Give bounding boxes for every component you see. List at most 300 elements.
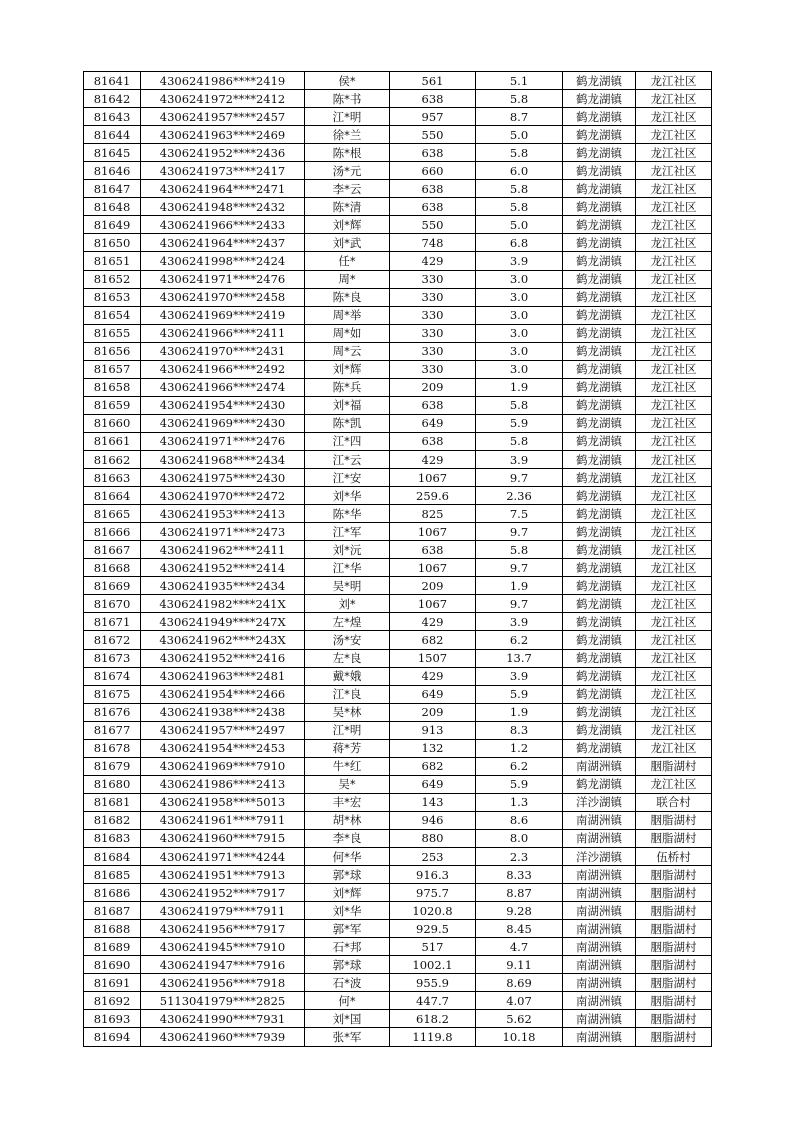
area-cell: 5.8 [476, 144, 563, 162]
area-cell: 5.9 [476, 775, 563, 793]
amount-cell: 649 [390, 414, 476, 432]
amount-cell: 618.2 [390, 1010, 476, 1028]
village-cell: 胭脂湖村 [636, 902, 712, 920]
table-row [84, 1028, 712, 1046]
person-name-cell: 陈*良 [305, 288, 390, 306]
amount-cell: 975.7 [390, 884, 476, 902]
town-cell: 鹤龙湖镇 [563, 288, 636, 306]
village-cell: 龙江社区 [636, 432, 712, 450]
amount-cell: 1067 [390, 469, 476, 487]
serial-number-cell: 81649 [84, 216, 141, 234]
town-cell: 鹤龙湖镇 [563, 631, 636, 649]
village-cell: 龙江社区 [636, 324, 712, 342]
serial-number-cell: 81692 [84, 992, 141, 1010]
town-cell: 鹤龙湖镇 [563, 739, 636, 757]
id-number-cell: 4306241952****2436 [141, 144, 305, 162]
village-cell: 龙江社区 [636, 108, 712, 126]
area-cell: 3.9 [476, 252, 563, 270]
serial-number-cell: 81654 [84, 306, 141, 324]
serial-number-cell: 81678 [84, 739, 141, 757]
area-cell: 8.6 [476, 811, 563, 829]
id-number-cell: 4306241954****2453 [141, 739, 305, 757]
table-row [84, 342, 712, 360]
table-row [84, 324, 712, 342]
town-cell: 鹤龙湖镇 [563, 667, 636, 685]
village-cell: 龙江社区 [636, 252, 712, 270]
serial-number-cell: 81680 [84, 775, 141, 793]
amount-cell: 1067 [390, 559, 476, 577]
town-cell: 鹤龙湖镇 [563, 505, 636, 523]
amount-cell: 209 [390, 577, 476, 595]
town-cell: 鹤龙湖镇 [563, 541, 636, 559]
area-cell: 5.8 [476, 198, 563, 216]
table-row [84, 432, 712, 450]
amount-cell: 880 [390, 829, 476, 847]
village-cell: 胭脂湖村 [636, 938, 712, 956]
id-number-cell: 4306241961****7911 [141, 811, 305, 829]
town-cell: 南湖洲镇 [563, 1010, 636, 1028]
serial-number-cell: 81664 [84, 487, 141, 505]
town-cell: 南湖洲镇 [563, 757, 636, 775]
serial-number-cell: 81650 [84, 234, 141, 252]
table-row [84, 378, 712, 396]
amount-cell: 1119.8 [390, 1028, 476, 1046]
serial-number-cell: 81653 [84, 288, 141, 306]
table-row [84, 234, 712, 252]
town-cell: 南湖洲镇 [563, 992, 636, 1010]
town-cell: 鹤龙湖镇 [563, 432, 636, 450]
id-number-cell: 4306241969****2419 [141, 306, 305, 324]
table-row [84, 360, 712, 378]
town-cell: 鹤龙湖镇 [563, 649, 636, 667]
town-cell: 鹤龙湖镇 [563, 469, 636, 487]
amount-cell: 955.9 [390, 974, 476, 992]
village-cell: 龙江社区 [636, 541, 712, 559]
table-row [84, 703, 712, 721]
town-cell: 鹤龙湖镇 [563, 306, 636, 324]
amount-cell: 638 [390, 432, 476, 450]
area-cell: 5.8 [476, 432, 563, 450]
serial-number-cell: 81673 [84, 649, 141, 667]
town-cell: 南湖洲镇 [563, 829, 636, 847]
person-name-cell: 刘*辉 [305, 360, 390, 378]
serial-number-cell: 81688 [84, 920, 141, 938]
person-name-cell: 吴*明 [305, 577, 390, 595]
amount-cell: 660 [390, 162, 476, 180]
table-row [84, 956, 712, 974]
id-number-cell: 4306241957****2497 [141, 721, 305, 739]
village-cell: 龙江社区 [636, 739, 712, 757]
id-number-cell: 4306241962****2411 [141, 541, 305, 559]
id-number-cell: 4306241968****2434 [141, 450, 305, 468]
town-cell: 鹤龙湖镇 [563, 775, 636, 793]
town-cell: 鹤龙湖镇 [563, 487, 636, 505]
town-cell: 鹤龙湖镇 [563, 450, 636, 468]
area-cell: 3.0 [476, 306, 563, 324]
amount-cell: 330 [390, 342, 476, 360]
person-name-cell: 陈*书 [305, 90, 390, 108]
id-number-cell: 4306241952****2414 [141, 559, 305, 577]
person-name-cell: 丰*宏 [305, 793, 390, 811]
amount-cell: 957 [390, 108, 476, 126]
id-number-cell: 4306241966****2492 [141, 360, 305, 378]
serial-number-cell: 81648 [84, 198, 141, 216]
table-row [84, 667, 712, 685]
amount-cell: 517 [390, 938, 476, 956]
town-cell: 鹤龙湖镇 [563, 108, 636, 126]
area-cell: 6.0 [476, 162, 563, 180]
table-row [84, 829, 712, 847]
village-cell: 龙江社区 [636, 234, 712, 252]
town-cell: 鹤龙湖镇 [563, 252, 636, 270]
person-name-cell: 李*良 [305, 829, 390, 847]
serial-number-cell: 81679 [84, 757, 141, 775]
id-number-cell: 4306241949****247X [141, 613, 305, 631]
person-name-cell: 刘*辉 [305, 216, 390, 234]
village-cell: 胭脂湖村 [636, 757, 712, 775]
amount-cell: 550 [390, 216, 476, 234]
table-row [84, 144, 712, 162]
amount-cell: 1020.8 [390, 902, 476, 920]
town-cell: 鹤龙湖镇 [563, 234, 636, 252]
area-cell: 9.7 [476, 559, 563, 577]
village-cell: 龙江社区 [636, 649, 712, 667]
town-cell: 鹤龙湖镇 [563, 144, 636, 162]
amount-cell: 1067 [390, 523, 476, 541]
id-number-cell: 4306241960****7915 [141, 829, 305, 847]
amount-cell: 649 [390, 775, 476, 793]
amount-cell: 561 [390, 72, 476, 90]
person-name-cell: 陈*兵 [305, 378, 390, 396]
serial-number-cell: 81666 [84, 523, 141, 541]
table-row [84, 108, 712, 126]
serial-number-cell: 81684 [84, 848, 141, 866]
table-row [84, 450, 712, 468]
area-cell: 2.3 [476, 848, 563, 866]
person-name-cell: 汤*元 [305, 162, 390, 180]
id-number-cell: 4306241972****2412 [141, 90, 305, 108]
id-number-cell: 4306241954****2466 [141, 685, 305, 703]
id-number-cell: 4306241964****2437 [141, 234, 305, 252]
id-number-cell: 4306241960****7939 [141, 1028, 305, 1046]
village-cell: 胭脂湖村 [636, 974, 712, 992]
id-number-cell: 4306241969****7910 [141, 757, 305, 775]
person-name-cell: 戴*娥 [305, 667, 390, 685]
village-cell: 龙江社区 [636, 180, 712, 198]
id-number-cell: 4306241952****7917 [141, 884, 305, 902]
serial-number-cell: 81658 [84, 378, 141, 396]
village-cell: 龙江社区 [636, 469, 712, 487]
id-number-cell: 4306241971****2476 [141, 270, 305, 288]
table-row [84, 126, 712, 144]
area-cell: 8.87 [476, 884, 563, 902]
serial-number-cell: 81647 [84, 180, 141, 198]
table-row [84, 577, 712, 595]
person-name-cell: 陈*华 [305, 505, 390, 523]
town-cell: 南湖洲镇 [563, 974, 636, 992]
area-cell: 5.0 [476, 126, 563, 144]
town-cell: 鹤龙湖镇 [563, 559, 636, 577]
serial-number-cell: 81681 [84, 793, 141, 811]
village-cell: 龙江社区 [636, 396, 712, 414]
serial-number-cell: 81672 [84, 631, 141, 649]
town-cell: 南湖洲镇 [563, 920, 636, 938]
area-cell: 9.7 [476, 595, 563, 613]
amount-cell: 1002.1 [390, 956, 476, 974]
table-row [84, 649, 712, 667]
amount-cell: 259.6 [390, 487, 476, 505]
town-cell: 鹤龙湖镇 [563, 523, 636, 541]
id-number-cell: 4306241970****2458 [141, 288, 305, 306]
id-number-cell: 4306241973****2417 [141, 162, 305, 180]
town-cell: 鹤龙湖镇 [563, 360, 636, 378]
area-cell: 8.45 [476, 920, 563, 938]
amount-cell: 550 [390, 126, 476, 144]
person-name-cell: 郭*军 [305, 920, 390, 938]
table-row [84, 270, 712, 288]
town-cell: 鹤龙湖镇 [563, 721, 636, 739]
town-cell: 鹤龙湖镇 [563, 613, 636, 631]
id-number-cell: 4306241957****2457 [141, 108, 305, 126]
amount-cell: 649 [390, 685, 476, 703]
table-row [84, 793, 712, 811]
table-row [84, 775, 712, 793]
area-cell: 4.07 [476, 992, 563, 1010]
table-row [84, 162, 712, 180]
area-cell: 5.8 [476, 90, 563, 108]
person-name-cell: 刘*国 [305, 1010, 390, 1028]
town-cell: 鹤龙湖镇 [563, 378, 636, 396]
area-cell: 8.3 [476, 721, 563, 739]
id-number-cell: 4306241990****7931 [141, 1010, 305, 1028]
village-cell: 龙江社区 [636, 360, 712, 378]
serial-number-cell: 81656 [84, 342, 141, 360]
serial-number-cell: 81670 [84, 595, 141, 613]
id-number-cell: 4306241958****5013 [141, 793, 305, 811]
village-cell: 龙江社区 [636, 775, 712, 793]
amount-cell: 946 [390, 811, 476, 829]
person-name-cell: 刘*华 [305, 902, 390, 920]
area-cell: 7.5 [476, 505, 563, 523]
amount-cell: 429 [390, 450, 476, 468]
town-cell: 南湖洲镇 [563, 938, 636, 956]
area-cell: 1.9 [476, 378, 563, 396]
village-cell: 龙江社区 [636, 577, 712, 595]
area-cell: 6.2 [476, 631, 563, 649]
table-row [84, 902, 712, 920]
amount-cell: 1067 [390, 595, 476, 613]
person-name-cell: 汤*安 [305, 631, 390, 649]
person-name-cell: 李*云 [305, 180, 390, 198]
area-cell: 3.9 [476, 450, 563, 468]
area-cell: 3.0 [476, 288, 563, 306]
town-cell: 鹤龙湖镇 [563, 396, 636, 414]
person-name-cell: 徐*兰 [305, 126, 390, 144]
id-number-cell: 4306241953****2413 [141, 505, 305, 523]
town-cell: 鹤龙湖镇 [563, 162, 636, 180]
serial-number-cell: 81683 [84, 829, 141, 847]
town-cell: 鹤龙湖镇 [563, 342, 636, 360]
serial-number-cell: 81657 [84, 360, 141, 378]
village-cell: 龙江社区 [636, 342, 712, 360]
table-row [84, 1010, 712, 1028]
serial-number-cell: 81659 [84, 396, 141, 414]
area-cell: 5.8 [476, 396, 563, 414]
person-name-cell: 江*良 [305, 685, 390, 703]
area-cell: 1.9 [476, 577, 563, 595]
person-name-cell: 蒋*芳 [305, 739, 390, 757]
area-cell: 10.18 [476, 1028, 563, 1046]
person-name-cell: 刘*华 [305, 487, 390, 505]
id-number-cell: 4306241956****7918 [141, 974, 305, 992]
id-number-cell: 4306241971****2473 [141, 523, 305, 541]
amount-cell: 330 [390, 360, 476, 378]
area-cell: 1.9 [476, 703, 563, 721]
id-number-cell: 4306241966****2411 [141, 324, 305, 342]
id-number-cell: 4306241952****2416 [141, 649, 305, 667]
table-row [84, 90, 712, 108]
serial-number-cell: 81671 [84, 613, 141, 631]
table-row [84, 216, 712, 234]
village-cell: 龙江社区 [636, 288, 712, 306]
area-cell: 4.7 [476, 938, 563, 956]
person-name-cell: 陈*根 [305, 144, 390, 162]
serial-number-cell: 81646 [84, 162, 141, 180]
amount-cell: 682 [390, 631, 476, 649]
area-cell: 5.9 [476, 685, 563, 703]
town-cell: 鹤龙湖镇 [563, 126, 636, 144]
area-cell: 3.0 [476, 324, 563, 342]
amount-cell: 638 [390, 396, 476, 414]
serial-number-cell: 81660 [84, 414, 141, 432]
serial-number-cell: 81641 [84, 72, 141, 90]
id-number-cell: 4306241938****2438 [141, 703, 305, 721]
person-name-cell: 石*邦 [305, 938, 390, 956]
amount-cell: 253 [390, 848, 476, 866]
town-cell: 洋沙湖镇 [563, 848, 636, 866]
town-cell: 鹤龙湖镇 [563, 180, 636, 198]
person-name-cell: 石*波 [305, 974, 390, 992]
table-row [84, 595, 712, 613]
area-cell: 1.2 [476, 739, 563, 757]
village-cell: 胭脂湖村 [636, 811, 712, 829]
amount-cell: 209 [390, 378, 476, 396]
person-name-cell: 侯* [305, 72, 390, 90]
table-row [84, 396, 712, 414]
table-row [84, 739, 712, 757]
person-name-cell: 牛*红 [305, 757, 390, 775]
table-row [84, 974, 712, 992]
id-number-cell: 4306241966****2474 [141, 378, 305, 396]
table-row [84, 306, 712, 324]
village-cell: 胭脂湖村 [636, 1028, 712, 1046]
person-name-cell: 江*明 [305, 108, 390, 126]
village-cell: 胭脂湖村 [636, 992, 712, 1010]
town-cell: 鹤龙湖镇 [563, 414, 636, 432]
village-cell: 龙江社区 [636, 721, 712, 739]
village-cell: 胭脂湖村 [636, 956, 712, 974]
table-row [84, 541, 712, 559]
serial-number-cell: 81687 [84, 902, 141, 920]
table-body [84, 72, 712, 1047]
id-number-cell: 4306241975****2430 [141, 469, 305, 487]
amount-cell: 916.3 [390, 866, 476, 884]
amount-cell: 132 [390, 739, 476, 757]
serial-number-cell: 81662 [84, 450, 141, 468]
village-cell: 龙江社区 [636, 450, 712, 468]
table-row [84, 992, 712, 1010]
area-cell: 6.2 [476, 757, 563, 775]
area-cell: 5.9 [476, 414, 563, 432]
town-cell: 鹤龙湖镇 [563, 324, 636, 342]
amount-cell: 638 [390, 198, 476, 216]
id-number-cell: 4306241947****7916 [141, 956, 305, 974]
village-cell: 龙江社区 [636, 144, 712, 162]
person-name-cell: 江*云 [305, 450, 390, 468]
village-cell: 龙江社区 [636, 559, 712, 577]
person-name-cell: 江*四 [305, 432, 390, 450]
village-cell: 胭脂湖村 [636, 866, 712, 884]
person-name-cell: 刘*沅 [305, 541, 390, 559]
village-cell: 龙江社区 [636, 90, 712, 108]
table-row [84, 685, 712, 703]
town-cell: 鹤龙湖镇 [563, 216, 636, 234]
area-cell: 5.62 [476, 1010, 563, 1028]
person-name-cell: 张*军 [305, 1028, 390, 1046]
table-row [84, 559, 712, 577]
table-row [84, 487, 712, 505]
id-number-cell: 4306241971****2476 [141, 432, 305, 450]
person-name-cell: 吴* [305, 775, 390, 793]
serial-number-cell: 81668 [84, 559, 141, 577]
id-number-cell: 4306241962****243X [141, 631, 305, 649]
village-cell: 龙江社区 [636, 72, 712, 90]
table-row [84, 414, 712, 432]
serial-number-cell: 81652 [84, 270, 141, 288]
person-name-cell: 周*举 [305, 306, 390, 324]
village-cell: 胭脂湖村 [636, 920, 712, 938]
serial-number-cell: 81677 [84, 721, 141, 739]
amount-cell: 330 [390, 270, 476, 288]
id-number-cell: 4306241954****2430 [141, 396, 305, 414]
id-number-cell: 4306241970****2472 [141, 487, 305, 505]
area-cell: 5.8 [476, 541, 563, 559]
serial-number-cell: 81690 [84, 956, 141, 974]
area-cell: 8.69 [476, 974, 563, 992]
amount-cell: 638 [390, 180, 476, 198]
id-number-cell: 4306241998****2424 [141, 252, 305, 270]
village-cell: 龙江社区 [636, 126, 712, 144]
amount-cell: 429 [390, 667, 476, 685]
serial-number-cell: 81665 [84, 505, 141, 523]
village-cell: 龙江社区 [636, 613, 712, 631]
amount-cell: 638 [390, 144, 476, 162]
amount-cell: 638 [390, 90, 476, 108]
id-number-cell: 4306241979****7911 [141, 902, 305, 920]
village-cell: 胭脂湖村 [636, 829, 712, 847]
serial-number-cell: 81655 [84, 324, 141, 342]
town-cell: 南湖洲镇 [563, 884, 636, 902]
area-cell: 8.33 [476, 866, 563, 884]
serial-number-cell: 81682 [84, 811, 141, 829]
person-name-cell: 何*华 [305, 848, 390, 866]
village-cell: 龙江社区 [636, 414, 712, 432]
serial-number-cell: 81661 [84, 432, 141, 450]
serial-number-cell: 81643 [84, 108, 141, 126]
town-cell: 南湖洲镇 [563, 956, 636, 974]
village-cell: 胭脂湖村 [636, 884, 712, 902]
id-number-cell: 4306241945****7910 [141, 938, 305, 956]
